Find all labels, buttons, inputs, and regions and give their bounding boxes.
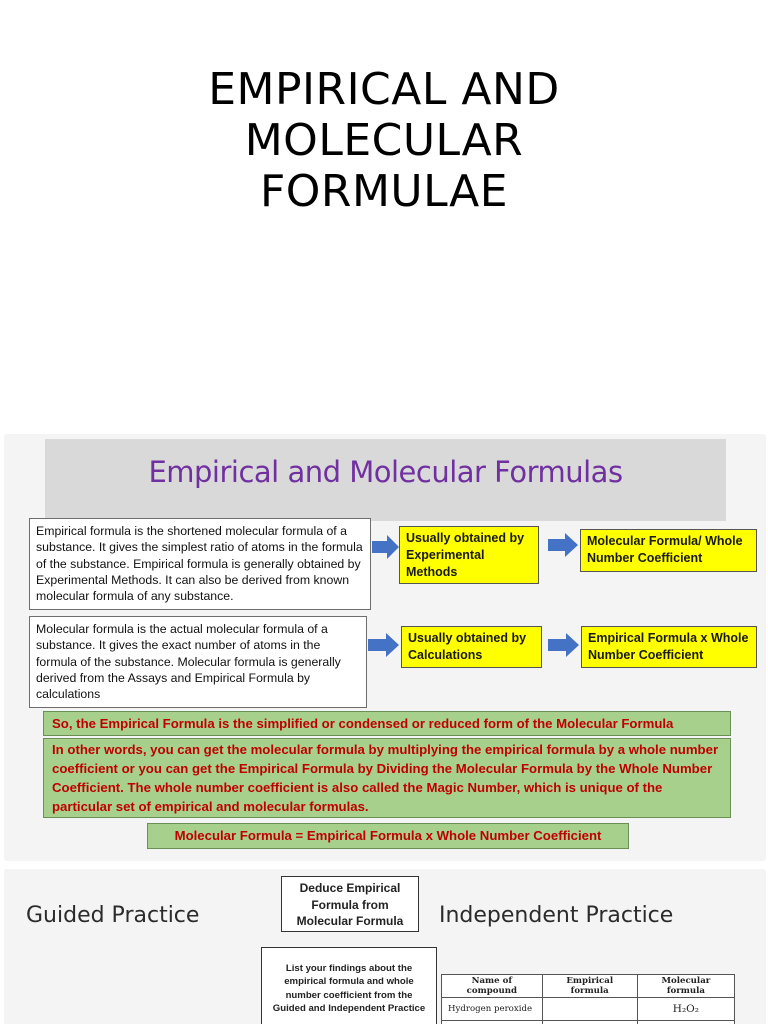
- title-line-1: EMPIRICAL AND: [208, 64, 560, 115]
- empirical-definition-box: Empirical formula is the shortened molecular formula of a substance. It gives the simplest ratio of atoms in the formula of the substance. Empirical formula is generally obtained by Experimental Methods. It can also be derived from known molecular formula of any substance.: [29, 518, 371, 610]
- table-header-row: [442, 975, 735, 998]
- title-line-2: MOLECULAR: [244, 115, 524, 166]
- table-row: [442, 998, 735, 1021]
- table-row: [442, 1021, 735, 1024]
- arrow-right-icon: [548, 532, 579, 558]
- guided-practice-heading: Guided Practice: [26, 903, 200, 928]
- table-cell-name: Hydrogen peroxide: [442, 998, 543, 1021]
- obtained-calculations-box: Usually obtained by Calculations: [401, 626, 542, 668]
- table-cell-molecular: H₂O₂: [637, 998, 734, 1021]
- molecular-formula-box: Molecular Formula/ Whole Number Coefficient: [580, 529, 757, 572]
- empirical-formula-box: Empirical Formula x Whole Number Coefficient: [581, 626, 757, 668]
- explanation-box: In other words, you can get the molecular formula by multiplying the empirical formula by a whole number coefficient or you can get the Empirical Formula by Dividing the Molecular Formula by the Whole Number Coefficient. The whole number coefficient is also called the Magic Number, which is unique of the particular set of empirical and molecular formulas.: [43, 738, 731, 818]
- arrow-right-icon: [368, 632, 400, 658]
- arrow-right-icon: [548, 632, 580, 658]
- title-line-3: FORMULAE: [259, 166, 509, 217]
- summary-box: So, the Empirical Formula is the simplified or condensed or reduced form of the Molecular Formula: [43, 711, 731, 736]
- table-header: Empirical formula: [542, 975, 637, 998]
- table-header: Molecular formula: [637, 975, 734, 998]
- molecular-definition-box: Molecular formula is the actual molecular formula of a substance. It gives the exact number of atoms in the formula of the substance. Molecular formula is generally derived from the Assays and Empirical Formula by calculations: [29, 616, 367, 708]
- slide-heading: Empirical and Molecular Formulas: [148, 455, 623, 489]
- table-cell-empirical: [542, 998, 637, 1021]
- equation-box: Molecular Formula = Empirical Formula x Whole Number Coefficient: [147, 823, 629, 849]
- table-header: Name of compound: [442, 975, 543, 998]
- independent-practice-heading: Independent Practice: [439, 903, 674, 928]
- findings-instruction-box: List your findings about the empirical formula and whole number coefficient from the Guided and Independent Practice: [261, 947, 437, 1024]
- arrow-right-icon: [372, 534, 400, 560]
- obtained-experimental-box: Usually obtained by Experimental Methods: [399, 526, 539, 584]
- page-title: [0, 64, 768, 217]
- deduce-instruction-box: Deduce Empirical Formula from Molecular Formula: [281, 876, 419, 932]
- compound-table: [441, 974, 735, 1024]
